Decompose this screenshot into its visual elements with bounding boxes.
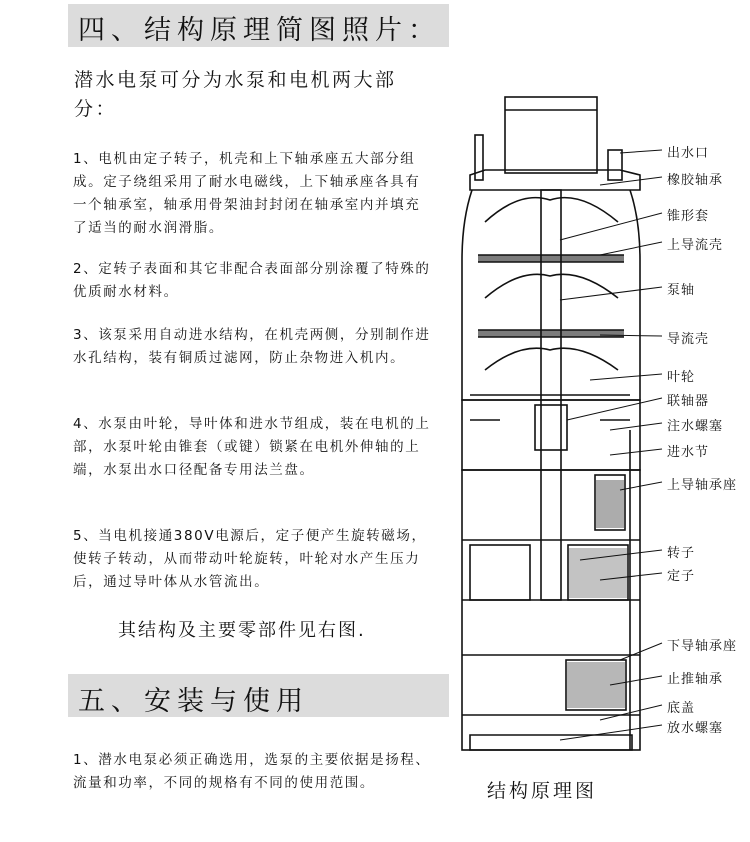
diagram-caption: 结构原理图 <box>487 780 598 802</box>
label-stator: 定子 <box>667 569 696 584</box>
label-impeller: 叶轮 <box>667 370 696 385</box>
paragraph-5: 5、当电机接通380V电源后，定子便产生旋转磁场，使转子转动，从而带动叶轮旋转，叶轮对水产生压力后，通过导叶体从水管流出。 <box>73 528 427 590</box>
label-inlet-section: 进水节 <box>667 445 710 460</box>
flange-bolt <box>608 150 622 180</box>
label-thrust-bearing: 止推轴承 <box>667 672 724 687</box>
label-coupling: 联轴器 <box>667 394 710 409</box>
outlet-pipe <box>505 97 597 173</box>
label-drain-plug: 放水螺塞 <box>667 721 724 736</box>
label-diffuser: 导流壳 <box>667 332 710 347</box>
label-rotor: 转子 <box>667 546 696 561</box>
see-right-note: 其结构及主要零部件见右图. <box>118 620 366 641</box>
label-pump-shaft: 泵轴 <box>667 283 696 298</box>
intro-text: 潜水电泵可分为水泵和电机两大部分： <box>74 69 397 120</box>
coupling <box>535 405 567 450</box>
label-fill-plug: 注水螺塞 <box>667 419 724 434</box>
label-lower-bearing-seat: 下导轴承座 <box>667 639 738 654</box>
section-5-paragraph: 1、潜水电泵必须正确选用，选泵的主要依据是扬程、流量和功率，不同的规格有不同的使用范围。 <box>73 752 431 791</box>
paragraph-1: 1、电机由定子转子，机壳和上下轴承座五大部分组成。定子绕组采用了耐水电磁线，上下轴承座各具有一个轴承室，轴承用骨架油封封闭在轴承室内并填充了适当的耐水润滑脂。 <box>73 151 421 236</box>
label-taper-sleeve: 锥形套 <box>667 209 710 224</box>
inlet-section <box>462 400 640 470</box>
section-4-title: 四、结构原理简图照片： <box>78 15 441 46</box>
bottom-cover <box>470 735 632 750</box>
label-outlet: 出水口 <box>667 146 710 161</box>
section-5-title: 五、安装与使用 <box>78 686 309 717</box>
label-upper-bearing-seat: 上导轴承座 <box>667 478 738 493</box>
label-bottom-cover: 底盖 <box>667 701 696 716</box>
paragraph-2: 2、定转子表面和其它非配合表面部分别涂覆了特殊的优质耐水材料。 <box>73 261 431 300</box>
paragraph-4: 4、水泵由叶轮，导叶体和进水节组成，装在电机的上部，水泵叶轮由锥套（或键）锁紧在电机外伸轴的上端，水泵出水口径配备专用法兰盘。 <box>73 416 431 478</box>
paragraph-3: 3、该泵采用自动进水结构，在机壳两侧，分别制作进水孔结构，装有铜质过滤网，防止杂物进入机内。 <box>73 327 431 366</box>
label-rubber-bearing: 橡胶轴承 <box>667 173 724 188</box>
label-upper-diffuser: 上导流壳 <box>667 238 724 253</box>
